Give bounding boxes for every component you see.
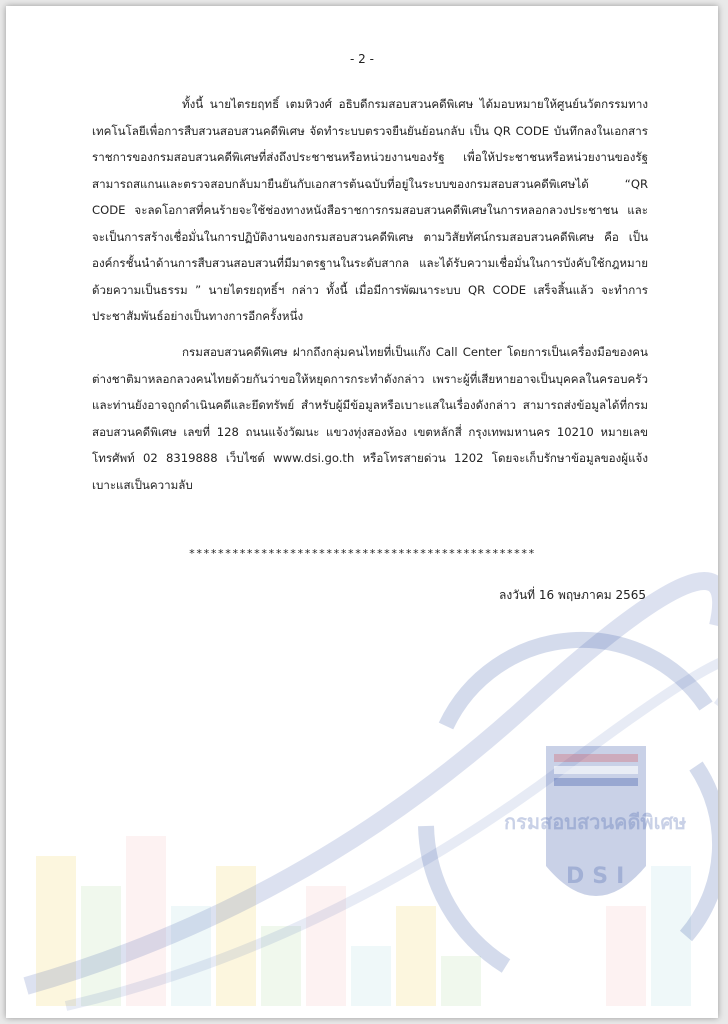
paragraph-1 — [92, 91, 648, 330]
watermark-logo-abbr: DSI — [566, 864, 633, 889]
paragraph-1-text: ทั้งนี้ นายไตรยฤทธิ์ เตมหิวงศ์ อธิบดีกรมสอบสวนคดีพิเศษ ได้มอบหมายให้ศูนย์นวัตกรรมทางเทคโนโลยีเพื่อการสืบสวนสอบสวนคดีพิเศษ จัดทำระบบตรวจยืนยันย้อนกลับ เป็น QR CODE บันทึกลงในเอกสารราชการของกรมสอบสวนคดีพิเศษที่ส่งถึงประชาชนหรือหน่วยงานของรัฐ เพื่อให้ประชาชนหรือหน่วยงานของรัฐสามารถสแกนและตรวจสอบกลับมายืนยันกับเอกสารต้นฉบับที่อยู่ในระบบของกรมสอบสวนคดีพิเศษได้ “QR CODE จะลดโอกาสที่คนร้ายจะใช้ช่องทางหนังสือราชการกรมสอบสวนคดีพิเศษในการหลอกลวงประชาชน และจะเป็นการสร้างเชื่อมั่นในการปฏิบัติงานของกรมสอบสวนคดีพิเศษ ตามวิสัยทัศน์กรมสอบสวนคดีพิเศษ คือ เป็นองค์กรชั้นนำด้านการสืบสวนสอบสวนที่มีมาตรฐานในระดับสากล และได้รับความเชื่อมั่นในการบังคับใช้กฎหมายด้วยความเป็นธรรม ” นายไตรยฤทธิ์ฯ กล่าว ทั้งนี้ เมื่อมีการพัฒนาระบบ QR CODE เสร็จสิ้นแล้ว จะทำการประชาสัมพันธ์อย่างเป็นทางการอีกครั้งหนึ่ง — [92, 97, 648, 323]
watermark-logo-text: กรมสอบสวนคดีพิเศษ — [504, 810, 687, 834]
document-page — [6, 6, 718, 1018]
paragraph-2 — [92, 339, 648, 498]
page-number: - 2 - — [350, 52, 374, 66]
separator-line: ************************************************ — [188, 547, 536, 560]
document-date: ลงวันที่ 16 พฤษภาคม 2565 — [499, 588, 646, 602]
paragraph-2-text: กรมสอบสวนคดีพิเศษ ฝากถึงกลุ่มคนไทยที่เป็นแก๊ง Call Center โดยการเป็นเครื่องมือของคนต่างชาติมาหลอกลวงคนไทยด้วยกันว่าขอให้หยุดการกระทำดังกล่าว เพราะผู้ที่เสียหายอาจเป็นบุคคลในครอบครัว และท่านยังอาจถูกดำเนินคดีและยึดทรัพย์ สำหรับผู้มีข้อมูลหรือเบาะแสในเรื่องดังกล่าว สามารถส่งข้อมูลได้ที่กรมสอบสวนคดีพิเศษ เลขที่ 128 ถนนแจ้งวัฒนะ แขวงทุ่งสองห้อง เขตหลักสี่ กรุงเทพมหานคร 10210 หมายเลขโทรศัพท์ 02 8319888 เว็บไซต์ www.dsi.go.th หรือโทรสายด่วน 1202 โดยจะเก็บรักษาข้อมูลของผู้แจ้งเบาะแสเป็นความลับ — [92, 345, 648, 492]
